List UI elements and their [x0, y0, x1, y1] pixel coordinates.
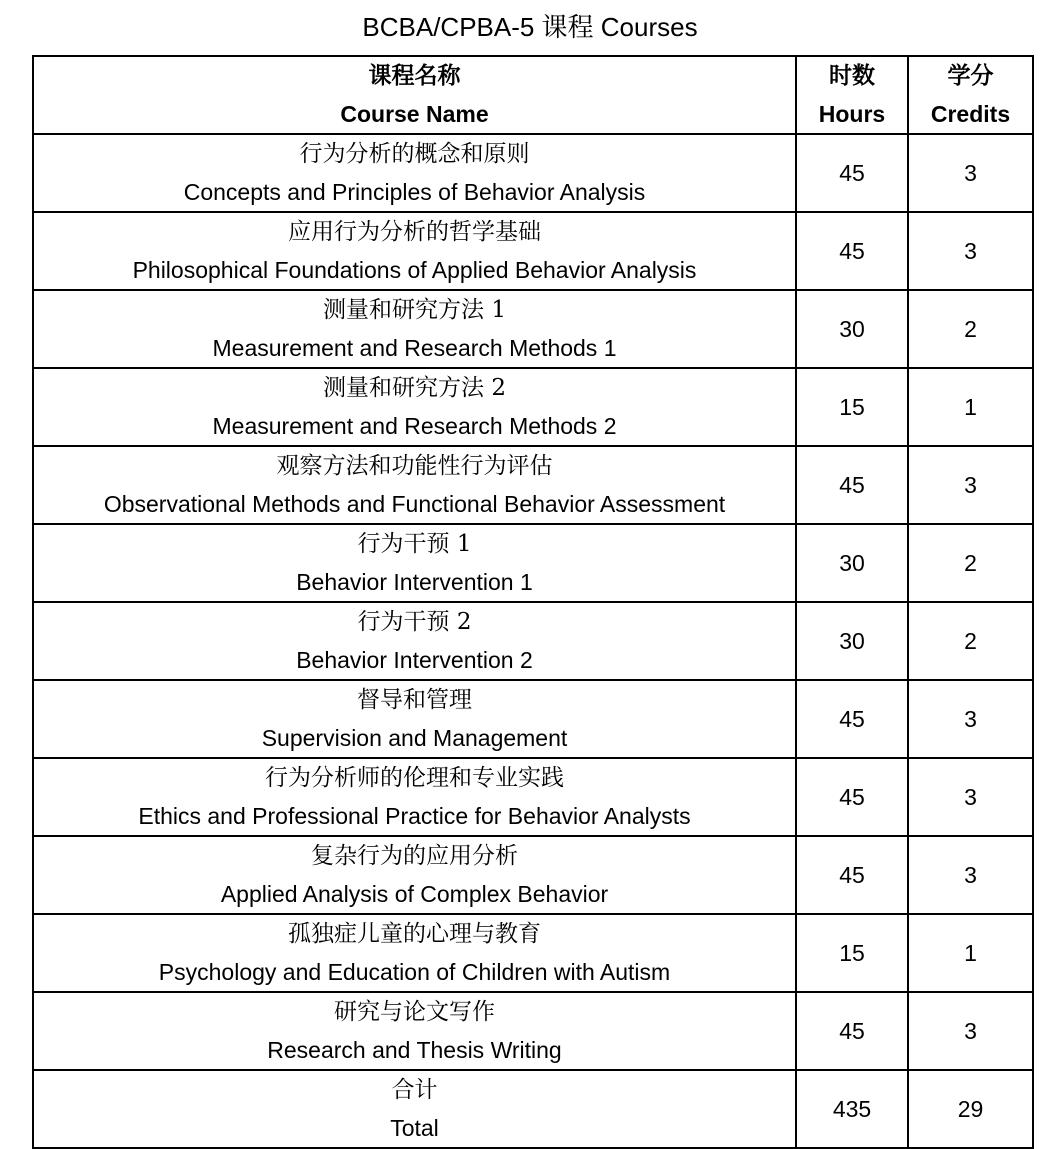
course-credits: 3: [908, 212, 1033, 290]
total-row: [33, 1070, 1033, 1148]
course-name-zh: 研究与论文写作: [334, 999, 495, 1025]
course-credits: 2: [908, 290, 1033, 368]
course-credits: 3: [908, 758, 1033, 836]
course-hours: 45: [796, 446, 908, 524]
course-name-zh: 孤独症儿童的心理与教育: [288, 921, 541, 947]
course-credits: 3: [908, 446, 1033, 524]
course-name-zh: 观察方法和功能性行为评估: [276, 453, 553, 479]
course-name-cell: [33, 446, 796, 524]
table-row: [33, 680, 1033, 758]
table-row: [33, 134, 1033, 212]
course-name-zh: 测量和研究方法 1: [323, 297, 506, 323]
header-hours-en: Hours: [818, 101, 886, 127]
course-credits: 2: [908, 602, 1033, 680]
table-row: [33, 914, 1033, 992]
course-name-en: Research and Thesis Writing: [267, 1037, 562, 1063]
course-name-en: Psychology and Education of Children with Autism: [158, 959, 671, 985]
course-name-zh: 行为分析师的伦理和专业实践: [265, 765, 564, 791]
course-name-zh: 测量和研究方法 2: [323, 375, 506, 401]
total-hours: 435: [796, 1070, 908, 1148]
course-hours: 45: [796, 680, 908, 758]
course-name-en: Concepts and Principles of Behavior Analysis: [183, 179, 646, 205]
course-name-en: Supervision and Management: [261, 725, 568, 751]
header-course-name-en: Course Name: [340, 101, 489, 127]
course-name-zh: 行为分析的概念和原则: [299, 141, 530, 167]
course-name-cell: [33, 368, 796, 446]
course-name-cell: [33, 680, 796, 758]
page-title: BCBA/CPBA-5 课程 Courses: [362, 12, 698, 42]
course-hours: 45: [796, 992, 908, 1070]
course-name-zh: 应用行为分析的哲学基础: [288, 219, 541, 245]
course-name-cell: [33, 524, 796, 602]
course-name-en: Philosophical Foundations of Applied Behavior Analysis: [132, 257, 697, 283]
course-name-cell: [33, 992, 796, 1070]
course-credits: 1: [908, 368, 1033, 446]
course-credits: 2: [908, 524, 1033, 602]
course-hours: 30: [796, 602, 908, 680]
table-row: [33, 758, 1033, 836]
header-row: [33, 56, 1033, 134]
course-name-cell: [33, 914, 796, 992]
course-name-en: Behavior Intervention 1: [296, 569, 533, 595]
course-hours: 30: [796, 524, 908, 602]
course-name-cell: [33, 290, 796, 368]
course-name-zh: 复杂行为的应用分析: [311, 843, 518, 869]
course-name-en: Ethics and Professional Practice for Behavior Analysts: [138, 803, 691, 829]
course-credits: 1: [908, 914, 1033, 992]
table-row: [33, 602, 1033, 680]
total-label-en: Total: [390, 1115, 439, 1141]
course-name-en: Applied Analysis of Complex Behavior: [220, 881, 609, 907]
course-name-zh: 行为干预 2: [357, 609, 472, 635]
course-name-cell: [33, 758, 796, 836]
table-row: [33, 992, 1033, 1070]
course-name-cell: [33, 134, 796, 212]
course-name-zh: 行为干预 1: [357, 531, 472, 557]
table-row: [33, 212, 1033, 290]
course-name-en: Observational Methods and Functional Behavior Assessment: [103, 491, 726, 517]
header-credits-en: Credits: [930, 101, 1011, 127]
table-row: [33, 524, 1033, 602]
course-name-cell: [33, 602, 796, 680]
course-credits: 3: [908, 134, 1033, 212]
table-row: [33, 836, 1033, 914]
header-course-name: [33, 56, 796, 134]
course-name-zh: 督导和管理: [357, 687, 472, 713]
header-hours: [796, 56, 908, 134]
header-hours-zh: 时数: [829, 63, 875, 89]
total-credits: 29: [908, 1070, 1033, 1148]
course-hours: 15: [796, 914, 908, 992]
header-credits-zh: 学分: [947, 63, 994, 89]
course-name-cell: [33, 836, 796, 914]
course-credits: 3: [908, 836, 1033, 914]
course-hours: 45: [796, 836, 908, 914]
course-hours: 30: [796, 290, 908, 368]
table-row: [33, 290, 1033, 368]
total-label-zh: 合计: [391, 1077, 438, 1103]
course-hours: 45: [796, 758, 908, 836]
course-credits: 3: [908, 680, 1033, 758]
header-credits: [908, 56, 1033, 134]
course-name-cell: [33, 212, 796, 290]
course-hours: 45: [796, 134, 908, 212]
course-hours: 15: [796, 368, 908, 446]
table-row: [33, 368, 1033, 446]
table-row: [33, 446, 1033, 524]
course-credits: 3: [908, 992, 1033, 1070]
course-hours: 45: [796, 212, 908, 290]
course-name-en: Measurement and Research Methods 1: [212, 335, 617, 361]
course-name-en: Measurement and Research Methods 2: [212, 413, 617, 439]
total-label-cell: [33, 1070, 796, 1148]
course-name-en: Behavior Intervention 2: [296, 647, 533, 673]
header-course-name-zh: 课程名称: [368, 63, 461, 89]
courses-table: [32, 55, 1034, 1149]
